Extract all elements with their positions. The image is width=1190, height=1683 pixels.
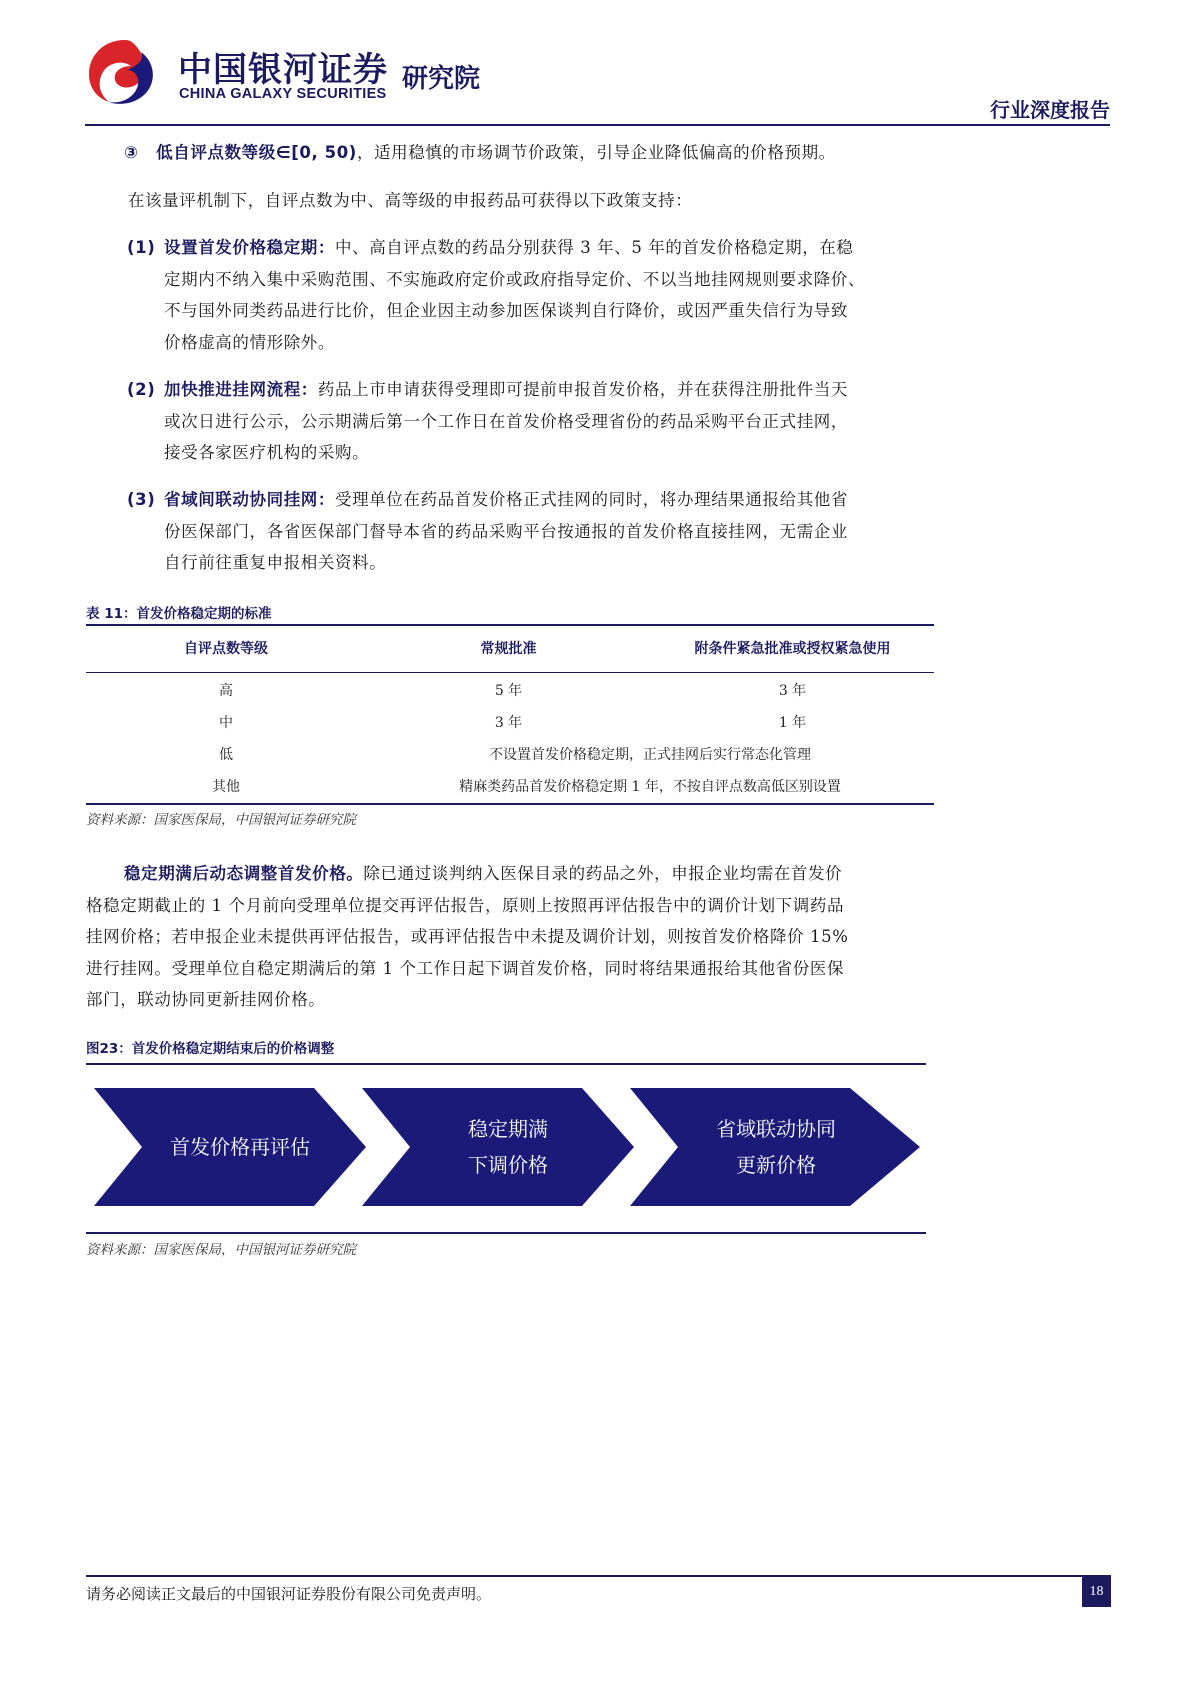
process-flow-diagram	[86, 1088, 926, 1206]
paragraph-bold-lead: 稳定期满后动态调整首发价格。	[124, 864, 364, 883]
paragraph-line: 部门，联动协同更新挂网价格。	[86, 990, 326, 1009]
table-cell: 5 年	[494, 683, 523, 699]
item-line: 份医保部门，各省医保部门督导本省的药品采购平台按通报的首发价格直接挂网，无需企业	[164, 521, 848, 541]
paragraph-line: 进行挂网。受理单位自稳定期满后的第 1 个工作日起下调首发价格，同时将结果通报给其他省份医保	[86, 958, 845, 978]
table-header-regular: 常规批准	[480, 641, 537, 657]
paragraph-line: 格稳定期截止的 1 个月前向受理单位提交再评估报告，原则上按照再评估报告中的调价计划下调药品	[86, 895, 845, 915]
paragraph-low-score	[124, 137, 944, 169]
item-line: 价格虚高的情形除外。	[164, 332, 335, 352]
brand-name-cn: 中国银河证券	[178, 50, 388, 90]
page-number: 18	[1082, 1577, 1111, 1607]
paragraph-text: ，适用稳慎的市场调节价政策，引导企业降低偏高的价格预期。	[356, 143, 836, 162]
flow-step-label: 更新价格	[736, 1153, 816, 1177]
footer-divider	[86, 1575, 1111, 1577]
brand-institute: 研究院	[402, 64, 481, 94]
item-number: (2)	[127, 380, 156, 399]
table-cell: 1 年	[778, 715, 807, 731]
table-caption: 表 11：首发价格稳定期的标准	[86, 606, 272, 622]
table-header-level: 自评点数等级	[184, 641, 268, 657]
item-line: 自行前往重复申报相关资料。	[164, 553, 387, 572]
flow-step-label: 首发价格再评估	[170, 1135, 310, 1159]
paragraph-line: 挂网价格；若申报企业未提供再评估报告，或再评估报告中未提及调价计划，则按首发价格降价 15%	[86, 927, 849, 946]
flow-step-label: 省域联动协同	[716, 1117, 836, 1141]
figure-bottom-rule	[86, 1232, 926, 1234]
item-number: (3)	[127, 490, 156, 509]
item-bold-lead: 省域间联动协同挂网：	[164, 490, 335, 509]
list-item	[127, 232, 937, 358]
logo-icon	[85, 36, 165, 108]
figure-top-rule	[86, 1063, 926, 1065]
table-bottom-rule	[86, 803, 934, 805]
item-line: 或次日进行公示，公示期满后第一个工作日在首发价格受理省份的药品采购平台正式挂网，	[164, 411, 848, 431]
table-cell-merged: 精麻类药品首发价格稳定期 1 年，不按自评点数高低区别设置	[459, 779, 841, 795]
item-line: 不与国外同类药品进行比价，但企业因主动参加医保谈判自行降价，或因严重失信行为导致	[164, 301, 848, 320]
item-line: 受理单位在药品首发价格正式挂网的同时，将办理结果通报给其他省	[335, 490, 848, 509]
paragraph-dynamic-adjustment	[86, 858, 931, 1016]
table-cell: 3 年	[494, 715, 523, 731]
figure-caption: 图23：首发价格稳定期结束后的价格调整	[86, 1041, 335, 1057]
report-type: 行业深度报告	[990, 98, 1110, 122]
item-bold-lead: 设置首发价格稳定期：	[164, 238, 335, 257]
item-line: 药品上市申请获得受理即可提前申报首发价格，并在获得注册批件当天	[317, 380, 849, 399]
list-item	[127, 484, 937, 579]
paragraph-bold-lead: 低自评点数等级∈[0, 50)	[156, 143, 357, 162]
table-cell: 中	[219, 715, 233, 731]
list-item	[127, 374, 937, 469]
footer-disclaimer: 请务必阅读正文最后的中国银河证券股份有限公司免责声明。	[86, 1585, 492, 1603]
table-header-rule	[86, 672, 651, 673]
flow-step-label: 下调价格	[468, 1153, 548, 1177]
item-line: 接受各家医疗机构的采购。	[164, 443, 370, 462]
flow-step-label: 稳定期满	[468, 1117, 548, 1141]
item-line: 中、高自评点数的药品分别获得 3 年、5 年的首发价格稳定期，在稳	[335, 238, 854, 257]
circled-marker: ③	[124, 143, 139, 162]
table-cell-merged: 不设置首发价格稳定期，正式挂网后实行常态化管理	[489, 747, 811, 763]
table-header-rule	[651, 672, 934, 673]
figure-source: 资料来源：国家医保局，中国银河证券研究院	[86, 1242, 356, 1258]
paragraph-line: 除已通过谈判纳入医保目录的药品之外，申报企业均需在首发价	[363, 864, 843, 883]
item-bold-lead: 加快推进挂网流程：	[164, 380, 318, 399]
flow-step-arrow	[630, 1088, 920, 1206]
table-cell: 高	[219, 683, 233, 699]
item-line: 定期内不纳入集中采购范围、不实施政府定价或政府指导定价、不以当地挂网规则要求降价、	[164, 269, 866, 289]
item-number: (1)	[127, 238, 156, 257]
flow-step-arrow	[362, 1088, 634, 1206]
header-divider	[85, 124, 1110, 126]
table-top-rule	[86, 624, 934, 626]
table-cell: 其他	[212, 779, 240, 795]
table-header-emergency: 附条件紧急批准或授权紧急使用	[694, 641, 891, 657]
paragraph-intro: 在该量评机制下，自评点数为中、高等级的申报药品可获得以下政策支持：	[128, 191, 693, 210]
table-cell: 低	[219, 747, 233, 763]
brand-name-en: CHINA GALAXY SECURITIES	[179, 86, 387, 102]
table-cell: 3 年	[778, 683, 807, 699]
table-source: 资料来源：国家医保局，中国银河证券研究院	[86, 812, 356, 828]
